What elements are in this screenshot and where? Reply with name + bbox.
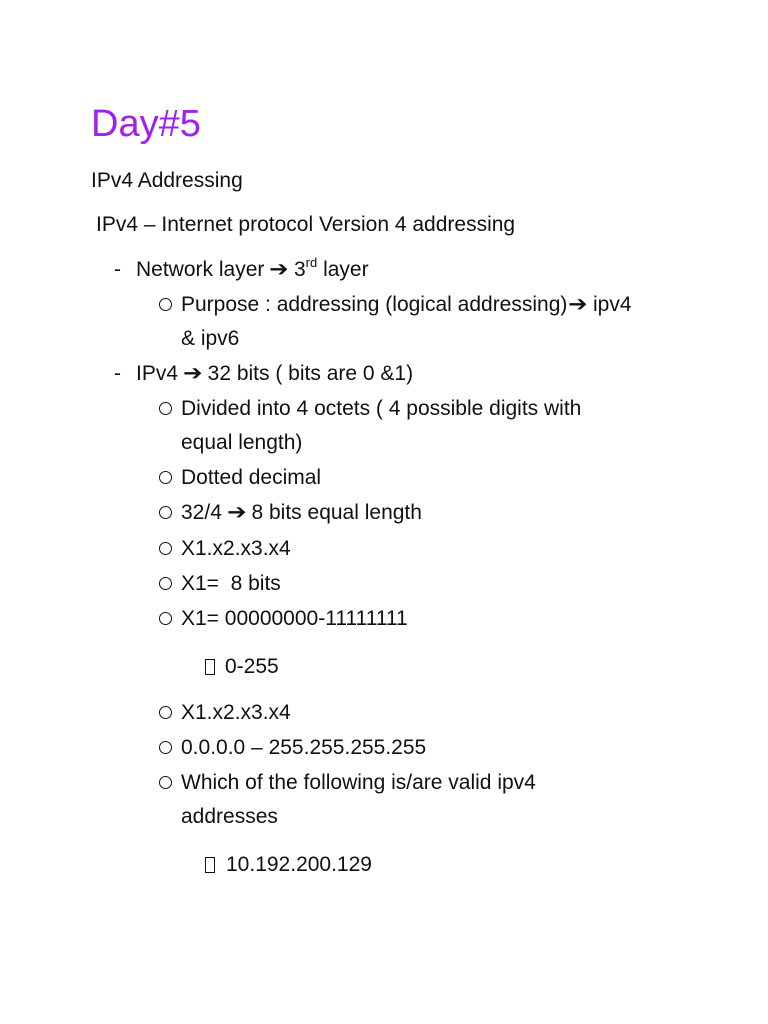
missing-glyph-icon (205, 659, 215, 675)
list-item-question: Which of the following is/are valid ipv4 (181, 771, 536, 794)
right-arrow-icon: ➔ (269, 258, 289, 281)
thirtytwo-result: 8 bits equal length (251, 501, 422, 524)
circle-bullet-icon (159, 577, 172, 590)
section-subheading: IPv4 – Internet protocol Version 4 addressing (96, 213, 516, 236)
missing-glyph-icon (205, 857, 215, 873)
network-layer-text: Network layer (136, 258, 265, 281)
circle-bullet-icon (159, 402, 172, 415)
right-arrow-icon: ➔ (183, 362, 203, 385)
purpose-ipv4: ipv4 (593, 293, 632, 316)
purpose-continued: & ipv6 (181, 327, 240, 350)
ipv4-label: IPv4 (136, 362, 179, 385)
list-item-x1-bits: X1= 8 bits (181, 572, 281, 595)
list-item-divided: Divided into 4 octets ( 4 possible digits with (181, 397, 582, 420)
purpose-text: Purpose : addressing (logical addressing) (181, 293, 568, 316)
circle-bullet-icon (159, 776, 172, 789)
circle-bullet-icon (159, 506, 172, 519)
list-item-divided-continued: equal length) (181, 431, 303, 454)
circle-bullet-icon (159, 542, 172, 555)
circle-bullet-icon (159, 298, 172, 311)
layer-number: 3 (293, 258, 306, 281)
list-item-ipv4-bits (136, 360, 413, 388)
circle-bullet-icon (159, 612, 172, 625)
dash-bullet: - (114, 362, 121, 385)
section-heading: IPv4 Addressing (91, 169, 243, 192)
page-title: Day#5 (91, 103, 201, 145)
layer-ordinal-suffix: rd (305, 255, 318, 270)
circle-bullet-icon (159, 741, 172, 754)
list-item-x-format: X1.x2.x3.x4 (181, 537, 291, 560)
list-item-x1-range: X1= 00000000-11111111 (181, 607, 408, 630)
list-item-full-range: 0.0.0.0 – 255.255.255.255 (181, 736, 427, 759)
dash-bullet: - (114, 258, 121, 281)
circle-bullet-icon (159, 471, 172, 484)
list-item-question-continued: addresses (181, 805, 278, 828)
list-item-purpose (181, 291, 632, 319)
answer-address: 10.192.200.129 (226, 853, 372, 876)
list-item-thirtytwo (181, 499, 422, 527)
range-note: 0-255 (225, 655, 279, 678)
thirtytwo-text: 32/4 (181, 501, 222, 524)
right-arrow-icon: ➔ (568, 293, 588, 316)
list-item-network-layer (136, 256, 369, 284)
ipv4-bits-text: 32 bits ( bits are 0 &1) (207, 362, 414, 385)
layer-word: layer (323, 258, 369, 281)
list-item-x-format-2: X1.x2.x3.x4 (181, 701, 291, 724)
list-item-dotted-decimal: Dotted decimal (181, 466, 322, 489)
right-arrow-icon: ➔ (226, 501, 247, 524)
circle-bullet-icon (159, 706, 172, 719)
